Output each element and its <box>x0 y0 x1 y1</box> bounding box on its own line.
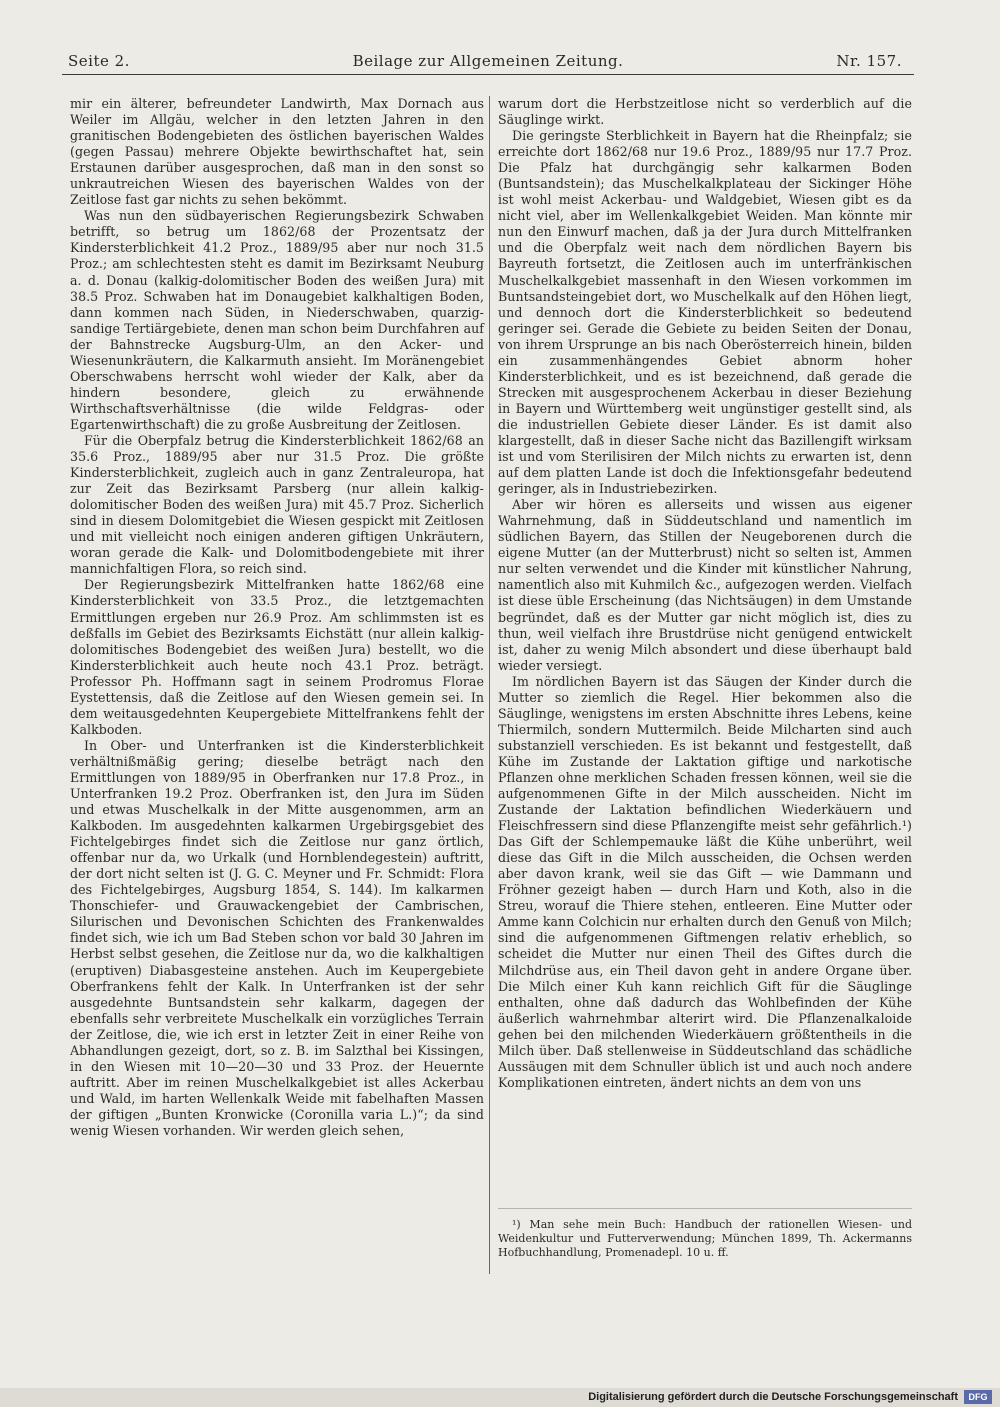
paragraph: warum dort die Herbstzeitlose nicht so verderblich auf die Säuglinge wirkt. <box>498 96 912 128</box>
paragraph: Die geringste Sterblichkeit in Bayern hat die Rheinpfalz; sie erreichte dort 1862/68 nur 19.6 Proz., 1889/95 nur 17.7 Proz. Die Pfalz hat durchgängig sehr kalkarmen Boden (Buntsandstein); das Muschelkalkplateau der Sickinger Höhe ist wohl meist Ackerbau- und Waldgebiet, Wiesen gibt es da nicht viel, aber im Wellenkalkgebiet Weiden. Man könnte mir nun den Einwurf machen, daß ja der Jura durch Mittelfranken und die Oberpfalz weit nach dem nördlichen Bayern bis Bayreuth fortsetzt, die Zeitlosen auch im unterfränkischen Muschelkalkgebiet massenhaft in den Wiesen vorkommen im Buntsandsteingebiet dort, wo Muschelkalk auf den Höhen liegt, und dennoch dort die Kindersterblichkeit so bedeutend geringer sei. Gerade die Gebiete zu beiden Seiten der Donau, von ihrem Ursprunge an bis nach Oberösterreich hinein, bilden ein zusammenhängendes Gebiet abnorm hoher Kindersterblichkeit, und es ist bezeichnend, daß gerade die Strecken mit ausgesprochenem Ackerbau in dieser Beziehung in Bayern und Württemberg weit ungünstiger gestellt sind, als die industriellen Gebiete dieser Länder. Es ist damit also klargestellt, daß in dieser Sache nicht das Bazillengift wirksam ist und vom Sterilisiren der Milch nichts zu erwarten ist, denn auf dem platten Lande ist doch die Infektionsgefahr bedeutend geringer, als in Industriebezirken. <box>498 128 912 497</box>
digitization-footer <box>0 1388 1000 1407</box>
dfg-logo-icon: DFG <box>964 1390 992 1404</box>
right-column <box>498 96 912 1091</box>
paragraph: Der Regierungsbezirk Mittelfranken hatte 1862/68 eine Kindersterblichkeit von 33.5 Proz., die letztgemachten Ermittlungen ergeben nur 26.9 Proz. Am schlimmsten ist es deßfalls im Gebiet des Bezirksamts Eichstätt (nur allein kalkig-dolomitisches Bodengebiet des weißen Jura) bestellt, wo die Kindersterblichkeit auch heute noch 43.1 Proz. beträgt. Professor Ph. Hoffmann sagt in seinem Prodromus Florae Eystettensis, daß die Zeitlose auf den Wiesen gemein sei. In dem weitausgedehnten Keupergebiete Mittelfrankens fehlt der Kalkboden. <box>70 577 484 737</box>
issue-number: Nr. 157. <box>836 52 902 70</box>
paragraph: In Ober- und Unterfranken ist die Kindersterblichkeit verhältnißmäßig gering; dieselbe beträgt nach den Ermittlungen von 1889/95 in Oberfranken nur 17.8 Proz., in Unterfranken 19.2 Proz. Oberfranken ist, den Jura im Süden und etwas Muschelkalk in der Mitte ausgenommen, arm an Kalkboden. Im ausgedehnten kalkarmen Urgebirgsgebiet des Fichtelgebirges findet sich die Zeitlose nur ganz örtlich, offenbar nur da, wo Urkalk (und Hornblendegestein) auftritt, der dort nicht selten ist (J. G. C. Meyner und Fr. Schmidt: Flora des Fichtelgebirges, Augsburg 1854, S. 144). Im kalkarmen Thonschiefer- und Grauwackengebiet der Cambrischen, Silurischen und Devonischen Schichten des Frankenwaldes findet sich, wie ich um Bad Steben schon vor bald 30 Jahren im Herbst selbst gesehen, die Zeitlose nur da, wo die kalkhaltigen (eruptiven) Diabasgesteine anstehen. Auch im Keupergebiete Oberfrankens fehlt der Kalk. In Unterfranken ist der sehr ausgedehnte Buntsandstein sehr kalkarm, dagegen der ebenfalls sehr verbreitete Muschelkalk ein vorzügliches Terrain der Zeitlose, die, wie ich erst in letzter Zeit in einer Reihe von Abhandlungen gezeigt, dort, so z. B. im Salzthal bei Kissingen, in den Wiesen mit 10—20—30 und 33 Proz. der Heuernte auftritt. Aber im reinen Muschelkalkgebiet ist alles Ackerbau und Wald, im harten Wellenkalk Weide mit fabelhaften Massen der giftigen „Bunten Kronwicke (Coronilla varia L.)“; da sind wenig Wiesen vorhanden. Wir werden gleich sehen, <box>70 737 484 1138</box>
page-header <box>62 52 914 74</box>
left-column <box>70 96 484 1139</box>
paragraph: Für die Oberpfalz betrug die Kindersterblichkeit 1862/68 an 35.6 Proz., 1889/95 aber nur 31.5 Proz. Die größte Kindersterblichkeit, zugleich auch in ganz Zentraleuropa, hat zur Zeit das Bezirksamt Parsberg (nur allein kalkig-dolomitischer Boden des weißen Jura) mit 45.7 Proz. Sicherlich sind in diesem Dolomitgebiet die Wiesen gespickt mit Zeitlosen und mit vielleicht noch einigen anderen giftigen Unkräutern, woran gerade die Kalk- und Dolomitbodengebiete mit ihrer mannichfaltigen Flora, so reich sind. <box>70 432 484 577</box>
footnote-rule <box>498 1208 912 1209</box>
paragraph: Aber wir hören es allerseits und wissen aus eigener Wahrnehmung, daß in Süddeutschland und namentlich im südlichen Bayern, das Stillen der Neugeborenen durch die eigene Mutter (an der Mutterbrust) nicht so selten ist, Ammen nur selten verwendet und die Kinder mit künstlicher Nahrung, namentlich also mit Kuhmilch &c., aufgezogen werden. Vielfach ist diese üble Erscheinung (das Nichtsäugen) in dem Umstande begründet, daß es der Mutter gar nicht möglich ist, dies zu thun, weil vielfach ihre Brustdrüse nicht genügend entwickelt ist, daher zu wenig Milch absondert und diese überhaupt bald wieder versiegt. <box>498 497 912 673</box>
dfg-credit: Digitalisierung gefördert durch die Deutsche Forschungsgemeinschaft <box>588 1391 958 1403</box>
footnote: ¹) Man sehe mein Buch: Handbuch der rationellen Wiesen- und Weidenkultur und Futterverwendung; München 1899, Th. Ackermanns Hofbuchhandlung, Promenadepl. 10 u. ff. <box>498 1218 912 1259</box>
column-divider <box>489 96 490 1274</box>
paragraph: mir ein älterer, befreundeter Landwirth, Max Dornach aus Weiler im Allgäu, welcher in den letzten Jahren in den granitischen Bodengebieten des östlichen bayerischen Waldes (gegen Passau) mehrere Objekte bewirthschaftet hat, sein Erstaunen darüber ausgesprochen, daß man in den sonst so unkrautreichen Wiesen des bayerischen Waldes von der Zeitlose fast gar nichts zu sehen bekömmt. <box>70 96 484 208</box>
page-number: Seite 2. <box>68 52 130 70</box>
publication-title: Beilage zur Allgemeinen Zeitung. <box>352 52 624 70</box>
header-rule <box>62 74 914 75</box>
paragraph: Im nördlichen Bayern ist das Säugen der Kinder durch die Mutter so ziemlich die Regel. Hier bekommen also die Säuglinge, wenigstens im ersten Abschnitte ihres Lebens, keine Thiermilch, sondern Muttermilch. Beide Milcharten sind auch substanziell verschieden. Es ist bekannt und festgestellt, daß Kühe im Zustande der Laktation giftige und narkotische Pflanzen ohne merklichen Schaden fressen können, weil sie die aufgenommenen Gifte in der Milch ausscheiden. Nicht im Zustande der Laktation befindlichen Wiederkäuern und Fleischfressern sind diese Pflanzengifte meist sehr gefährlich.¹) Das Gift der Schlempemauke läßt die Kühe unberührt, weil diese das Gift in die Milch ausscheiden, die Ochsen werden aber davon krank, weil sie das Gift — wie Dammann und Fröhner gezeigt haben — durch Harn und Koth, also in die Streu, worauf die Thiere stehen, entleeren. Eine Mutter oder Amme kann Colchicin nur erhalten durch den Genuß von Milch; sind die aufgenommenen Giftmengen relativ erheblich, so scheidet die Mutter nur einen Theil des Giftes durch die Milchdrüse aus, ein Theil davon geht in andere Organe über. Die Milch einer Kuh kann reichlich Gift für die Säuglinge enthalten, ohne daß dadurch das Wohlbefinden der Kühe äußerlich wahrnehmbar alterirt wird. Die Pflanzenalkaloide gehen bei den milchenden Wiederkäuern größtentheils in die Milch über. Daß stellenweise in Süddeutschland das schädliche Aussäugen mit dem Schnuller üblich ist und auch noch andere Komplikationen eintreten, ändert nichts an dem von uns <box>498 673 912 1090</box>
paragraph: Was nun den südbayerischen Regierungsbezirk Schwaben betrifft, so betrug um 1862/68 der Prozentsatz der Kindersterblichkeit 41.2 Proz., 1889/95 aber nur noch 31.5 Proz.; am schlechtesten steht es damit im Bezirksamt Neuburg a. d. Donau (kalkig-dolomitischer Boden des weißen Jura) mit 38.5 Proz. Schwaben hat im Donaugebiet kalkhaltigen Boden, dann kommen nach Süden, in Niederschwaben, quarzig-sandige Tertiärgebiete, denen man schon beim Durchfahren auf der Bahnstrecke Augsburg-Ulm, an den Acker- und Wiesenunkräutern, die Kalkarmuth ansieht. Im Moränengebiet Oberschwabens herrscht wohl wieder der Kalk, aber da hindern besondere, gleich zu erwähnende Wirthschaftsverhältnisse (die wilde Feldgras- oder Egartenwirthschaft) die zu große Ausbreitung der Zeitlosen. <box>70 208 484 432</box>
